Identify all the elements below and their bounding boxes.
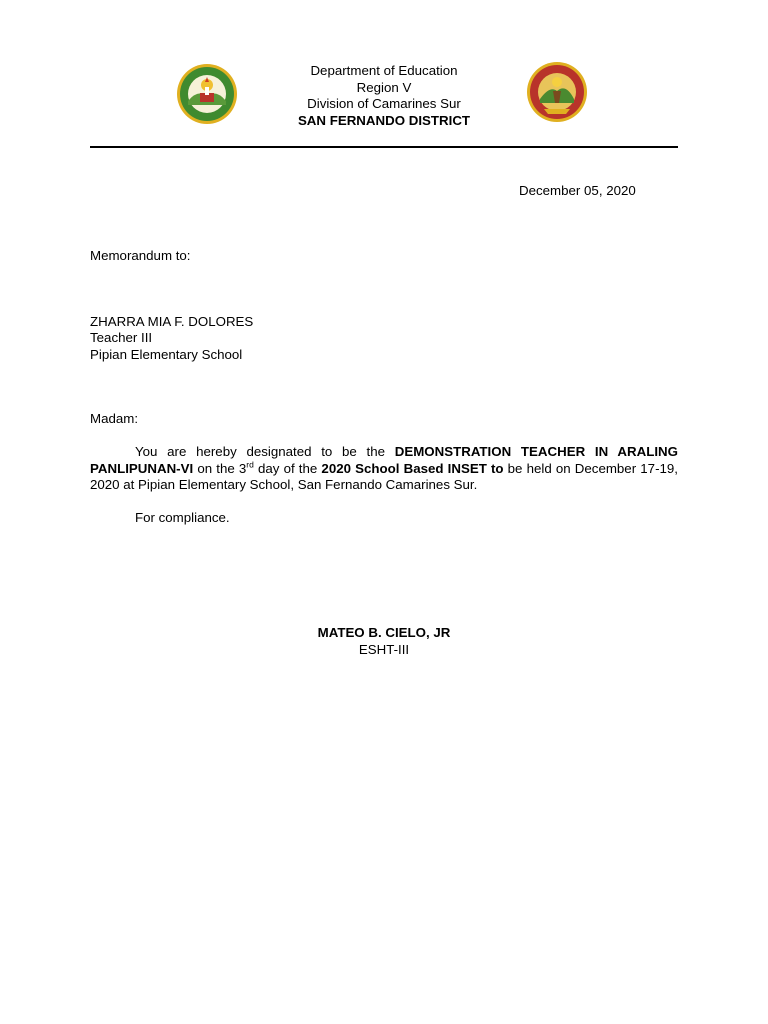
body-bold-event: 2020 School Based INSET to xyxy=(321,460,504,476)
memo-to-label: Memorandum to: xyxy=(90,248,191,263)
closing-line: For compliance. xyxy=(135,510,230,525)
memo-date: December 05, 2020 xyxy=(519,183,636,198)
body-ordinal-suffix: rd xyxy=(246,459,254,470)
salutation: Madam: xyxy=(90,411,139,426)
body-text-2: on the 3 xyxy=(193,460,247,476)
letterhead-division: Division of Camarines Sur xyxy=(307,96,461,111)
san-fernando-district-seal-icon xyxy=(526,61,588,123)
memo-body xyxy=(90,444,678,494)
body-bold-designation: DEMONSTRATION TEACHER IN ARALING PANLIPUNAN-VI xyxy=(90,444,678,476)
letterhead xyxy=(234,63,534,129)
addressee-position: Teacher III xyxy=(90,330,153,346)
addressee-block xyxy=(90,314,253,363)
letterhead-department: Department of Education xyxy=(310,63,458,78)
signatory-name: MATEO B. CIELO, JR xyxy=(317,625,451,640)
signatory-block xyxy=(234,625,534,658)
deped-seal-icon xyxy=(176,63,238,125)
body-text-4: be held on December 17-19, 2020 at Pipian Elementary School, San Fernando Camarines Sur. xyxy=(90,460,678,492)
addressee-name: ZHARRA MIA F. DOLORES xyxy=(90,314,254,329)
letterhead-district: SAN FERNANDO DISTRICT xyxy=(297,112,471,128)
signatory-title: ESHT-III xyxy=(358,641,410,657)
letterhead-region: Region V xyxy=(356,79,412,95)
header-divider xyxy=(90,146,678,148)
body-text-1: You are hereby designated to be the xyxy=(135,444,395,459)
body-text-3: day of the xyxy=(253,460,322,476)
addressee-school: Pipian Elementary School xyxy=(90,346,243,362)
